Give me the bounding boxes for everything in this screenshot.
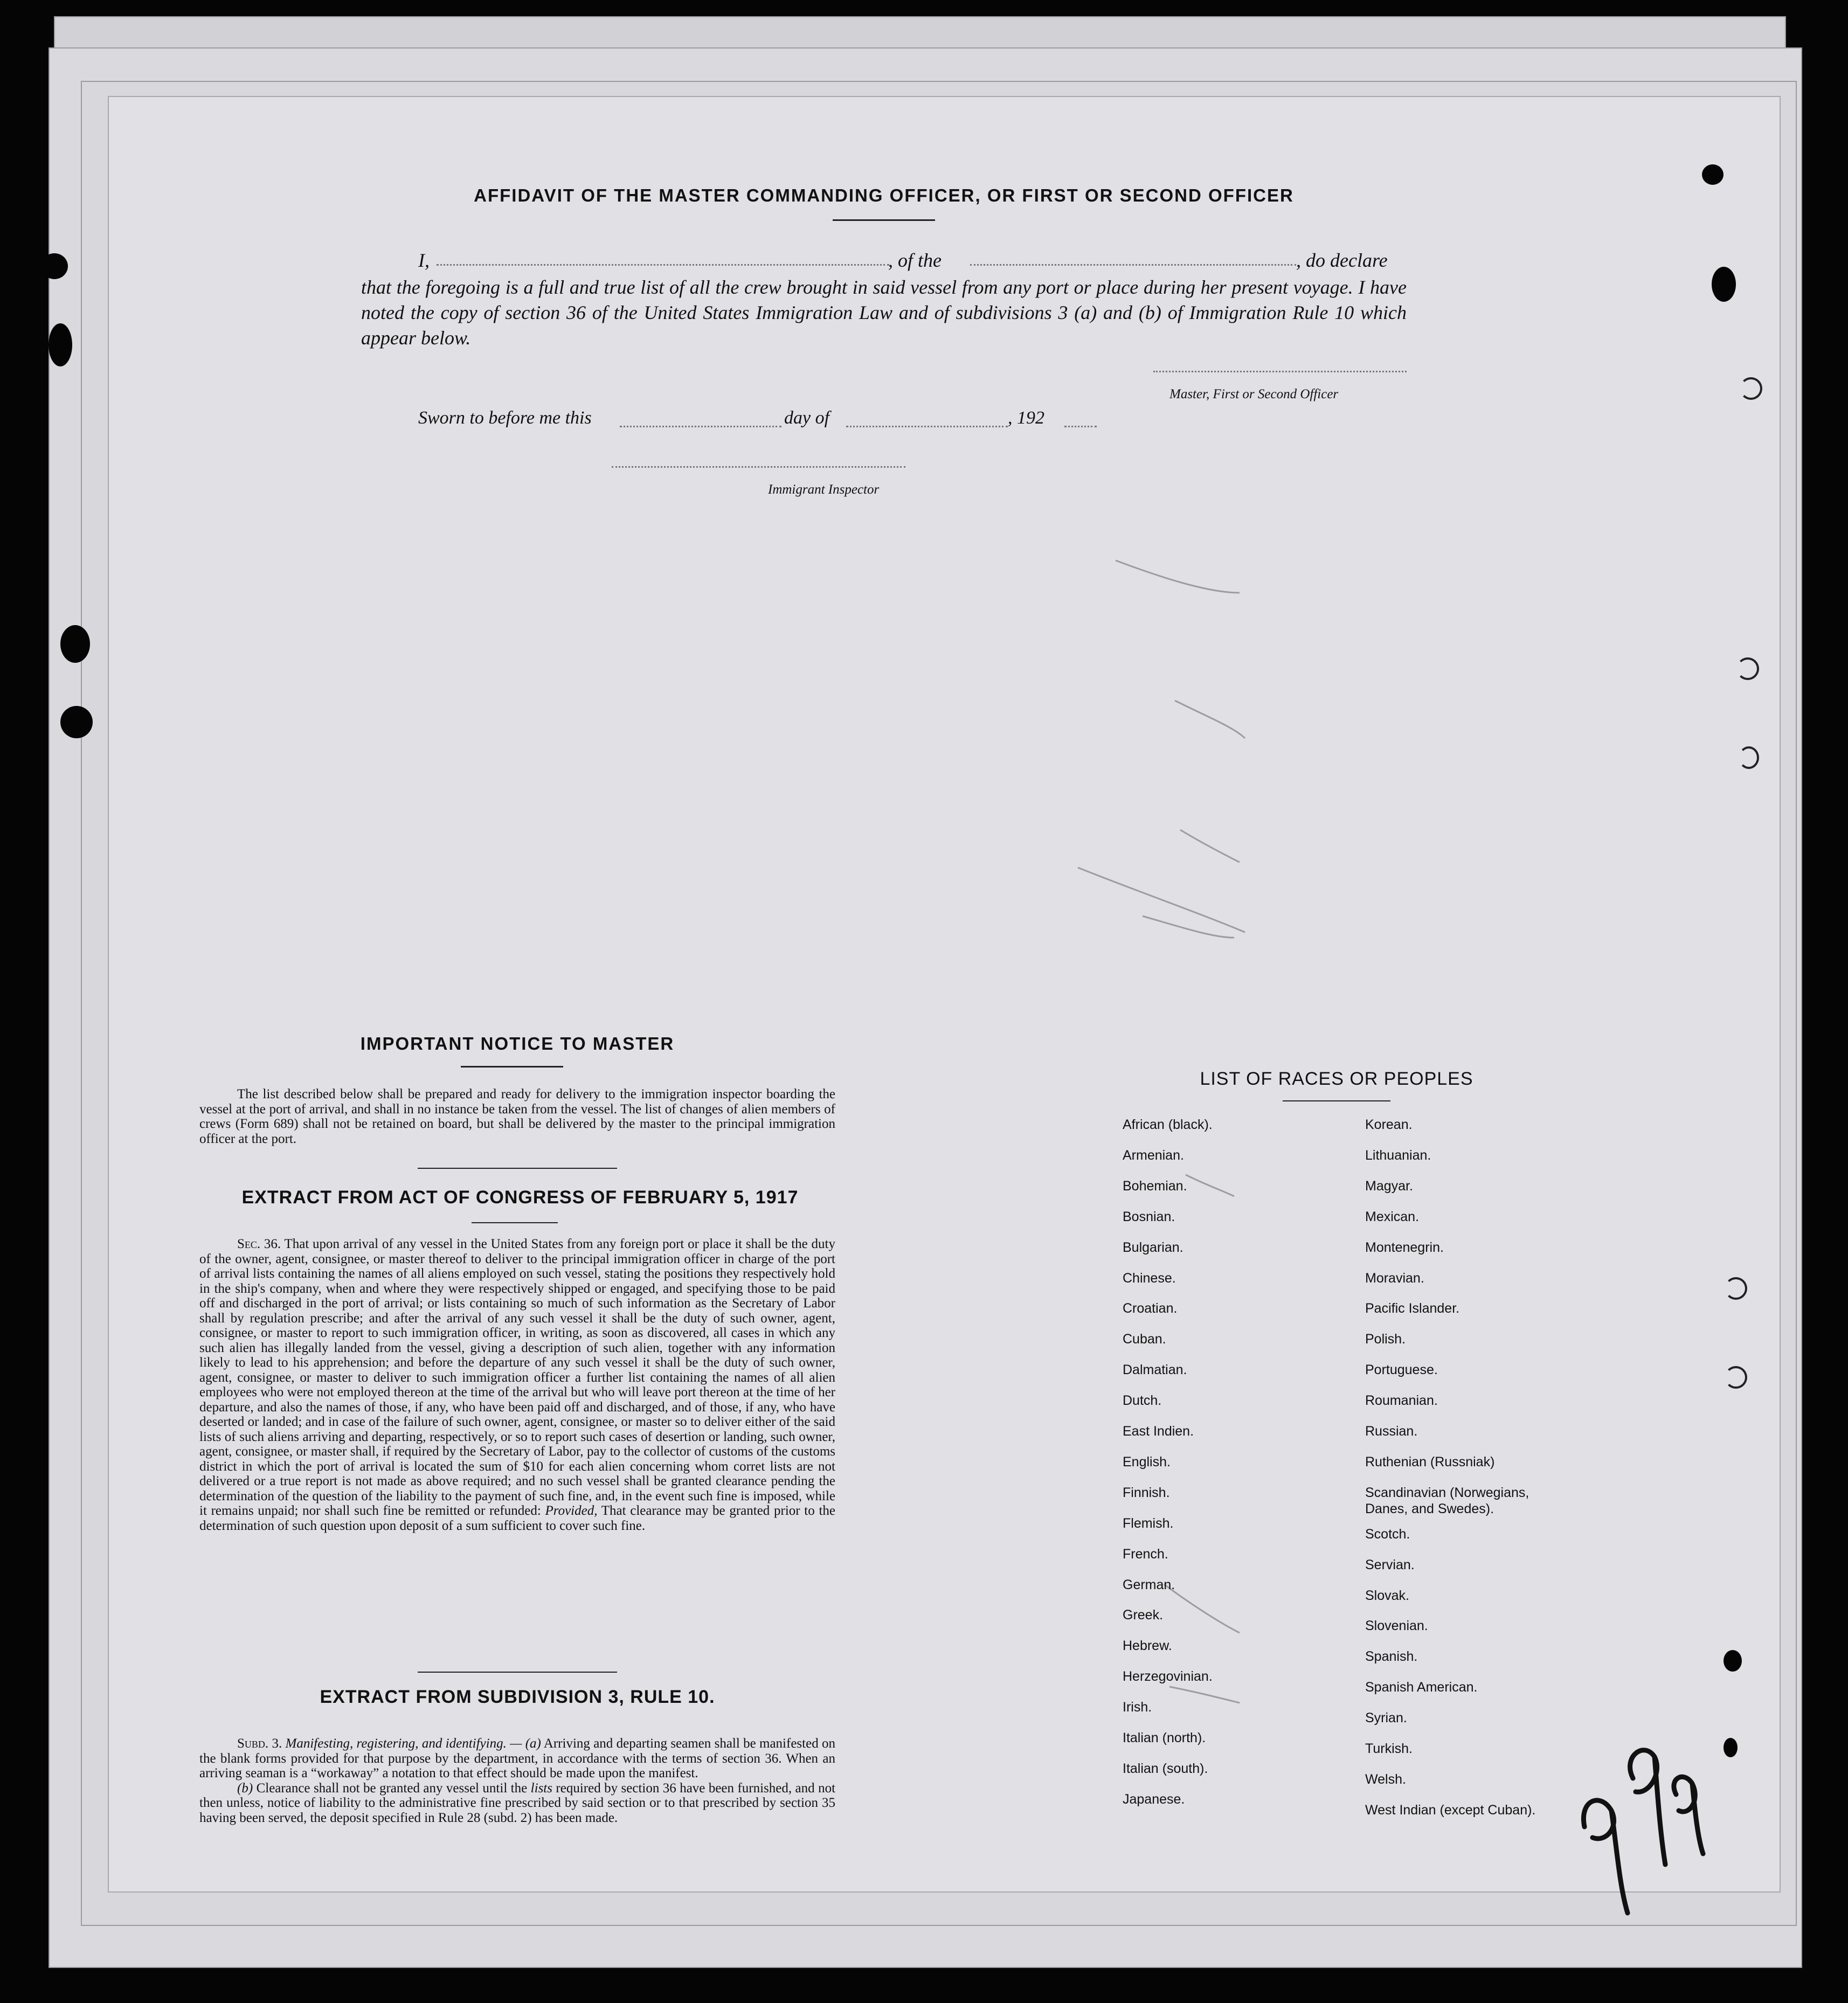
- act-body: That upon arrival of any vessel in the United States from any foreign port or place it shall be the duty of the owner, agent, consignee, or master thereof to deliver to the principal immigration officer in charge of the port of arrival lists containing the names of all aliens employed on such vessel, stating the positions they respectively hold in the ship's company, when and where they were respectively shipped or engaged, and specifying those to be paid off and discharged in the port of arrival; or lists containing so much of such information as the Secretary of Labor shall by regulation prescribe; and after the arrival of any such vessel it shall be the duty of such owner, agent, consignee, or master to report to such immigration officer, in writing, as soon as discovered, all cases in which any such alien has illegally landed from the vessel, giving a description of such alien, together with any information likely to lead to his apprehension; and before the departure of any such vessel it shall be the duty of such owner, agent, consignee, or master to deliver to such immigration officer a further list containing the names of all alien employees who were not employed thereon at the time of the arrival but who will leave port thereon at the time of her departure, and also the names of those, if any, who have been paid off and discharged, and of those, if any, who have deserted or landed; and in case of the failure of such owner, agent, consignee, or master so to deliver either of the said lists of such aliens arriving and departing, respectively, or so to report such cases of desertion or landing, such owner, agent, consignee, or master shall, if required by the Secretary of Labor, pay to the collector of customs of the customs district in which the port of arrival is located the sum of $10 for each alien concerning whom corret lists are not delivered or a true report is not made as above required; and no such vessel shall be granted clearance pending the determination of the question of the liability to the payment of such fine, and, in the event such fine is imposed, while it remains unpaid; nor shall such fine be remitted or refunded:: [199, 1237, 835, 1518]
- race-item: Polish.: [1365, 1332, 1406, 1347]
- race-item: English.: [1123, 1454, 1171, 1470]
- act-text: [199, 1237, 835, 1533]
- affidavit-paragraph: that the foregoing is a full and true list of all the crew brought in said vessel from any port or place during her present voyage. I have noted the copy of section 36 of the United States Immigration Law and of subdivisions 3 (a) and (b) of Immigration Rule 10 which appear below.: [361, 276, 1407, 349]
- rule-part-b-1: Clearance shall not be granted any vessel until the: [256, 1780, 528, 1796]
- race-item: French.: [1123, 1547, 1168, 1562]
- race-item: Italian (south).: [1123, 1761, 1208, 1776]
- notice-title: IMPORTANT NOTICE TO MASTER: [360, 1034, 675, 1054]
- inspector-label: Immigrant Inspector: [768, 482, 880, 497]
- race-item: Syrian.: [1365, 1710, 1407, 1725]
- race-item: Servian.: [1365, 1557, 1415, 1572]
- race-item: Bosnian.: [1123, 1209, 1175, 1224]
- affidavit-i: I,: [418, 249, 430, 271]
- year-text: , 192: [1008, 408, 1044, 428]
- master-signature-label: Master, First or Second Officer: [1169, 387, 1339, 401]
- rule-part-a-label: — (a): [510, 1736, 541, 1751]
- act-body-end: That clearance may be granted prior to the determination of such question upon deposit of a sum sufficient to cover such fine.: [199, 1503, 835, 1533]
- race-item: Spanish American.: [1365, 1680, 1478, 1695]
- race-item: Spanish.: [1365, 1649, 1418, 1664]
- race-item: Chinese.: [1123, 1271, 1176, 1286]
- race-item: Bulgarian.: [1123, 1240, 1183, 1255]
- act-provided: Provided,: [545, 1503, 598, 1518]
- race-item: Danes, and Swedes).: [1365, 1501, 1494, 1516]
- race-item: Turkish.: [1365, 1741, 1413, 1756]
- sworn-text: Sworn to before me this: [418, 408, 592, 428]
- race-item: Ruthenian (Russniak): [1365, 1454, 1495, 1470]
- day-of-text: day of: [784, 408, 830, 428]
- affidavit-do-declare: , do declare: [1296, 249, 1388, 271]
- races-title: LIST OF RACES OR PEOPLES: [1200, 1069, 1473, 1089]
- rule-part-b-label: (b): [237, 1780, 253, 1796]
- race-item: Irish.: [1123, 1700, 1152, 1715]
- race-item: Roumanian.: [1365, 1393, 1438, 1408]
- race-item: Welsh.: [1365, 1772, 1406, 1787]
- race-item: German.: [1123, 1577, 1175, 1592]
- race-item: Portuguese.: [1365, 1362, 1438, 1377]
- race-item: West Indian (except Cuban).: [1365, 1803, 1536, 1818]
- race-item: Dalmatian.: [1123, 1362, 1187, 1377]
- rule-subd-heading: Manifesting, registering, and identifying.: [285, 1736, 507, 1751]
- race-item: Lithuanian.: [1365, 1148, 1431, 1163]
- act-sec-label: Sec. 36.: [237, 1237, 281, 1251]
- handwritten-number: [1568, 1741, 1708, 1918]
- act-title-rule: [472, 1222, 558, 1223]
- act-end-rule: [418, 1672, 617, 1673]
- race-item: Pacific Islander.: [1365, 1301, 1460, 1316]
- race-item: Russian.: [1365, 1424, 1418, 1439]
- race-item: Scandinavian (Norwegians,: [1365, 1485, 1529, 1500]
- race-item: Japanese.: [1123, 1792, 1185, 1807]
- rule-part-a: Arriving and departing seamen shall be manifested on the blank forms provided for that purpose by the department, in accordance with the terms of section 36. When an arriving seaman is a “workaway” a notation to that effect should be made upon the manifest.: [199, 1736, 835, 1780]
- affidavit-of-the: , of the: [888, 249, 942, 271]
- race-item: Cuban.: [1123, 1332, 1166, 1347]
- race-item: Moravian.: [1365, 1271, 1424, 1286]
- rule-subd-label: Subd. 3.: [237, 1736, 282, 1751]
- notice-text: The list described below shall be prepared and ready for delivery to the immigration inspector boarding the vessel at the port of arrival, and shall in no instance be taken from the vessel. The list of changes of alien members of crews (Form 689) shall not be retained on board, but shall be delivered by the master to the principal immigration officer at the port.: [199, 1087, 835, 1146]
- notice-end-rule: [418, 1168, 617, 1169]
- rule-part-b-lists: lists: [530, 1780, 552, 1796]
- notice-title-rule: [461, 1066, 563, 1068]
- race-item: East Indien.: [1123, 1424, 1194, 1439]
- race-item: Greek.: [1123, 1607, 1164, 1623]
- rule-part-b-2: required by section 36 have been furnished, and not then unless, notice of liability to the administrative fine prescribed by said section or to that prescribed by section 35 having been served, the deposit specified in Rule 28 (subd. 2) has been made.: [199, 1780, 836, 1825]
- rule-title: EXTRACT FROM SUBDIVISION 3, RULE 10.: [320, 1687, 715, 1707]
- act-title: EXTRACT FROM ACT OF CONGRESS OF FEBRUARY 5, 1917: [241, 1187, 799, 1208]
- race-item: African (black).: [1123, 1117, 1213, 1132]
- race-item: Hebrew.: [1123, 1638, 1172, 1653]
- race-item: Scotch.: [1365, 1527, 1410, 1542]
- race-item: Slovenian.: [1365, 1618, 1428, 1633]
- race-item: Korean.: [1365, 1117, 1413, 1132]
- race-item: Dutch.: [1123, 1393, 1162, 1408]
- race-item: Croatian.: [1123, 1301, 1178, 1316]
- race-item: Bohemian.: [1123, 1179, 1187, 1194]
- race-item: Mexican.: [1365, 1209, 1420, 1224]
- race-item: Armenian.: [1123, 1148, 1184, 1163]
- race-item: Flemish.: [1123, 1516, 1174, 1531]
- race-item: Slovak.: [1365, 1588, 1409, 1603]
- races-title-rule: [1283, 1100, 1390, 1101]
- race-item: Italian (north).: [1123, 1730, 1206, 1745]
- rule-text: [199, 1736, 835, 1825]
- race-item: Finnish.: [1123, 1485, 1170, 1500]
- affidavit-title: AFFIDAVIT OF THE MASTER COMMANDING OFFICER, OR FIRST OR SECOND OFFICER: [474, 185, 1294, 205]
- race-item: Montenegrin.: [1365, 1240, 1444, 1255]
- race-item: Herzegovinian.: [1123, 1669, 1213, 1684]
- race-item: Magyar.: [1365, 1179, 1413, 1194]
